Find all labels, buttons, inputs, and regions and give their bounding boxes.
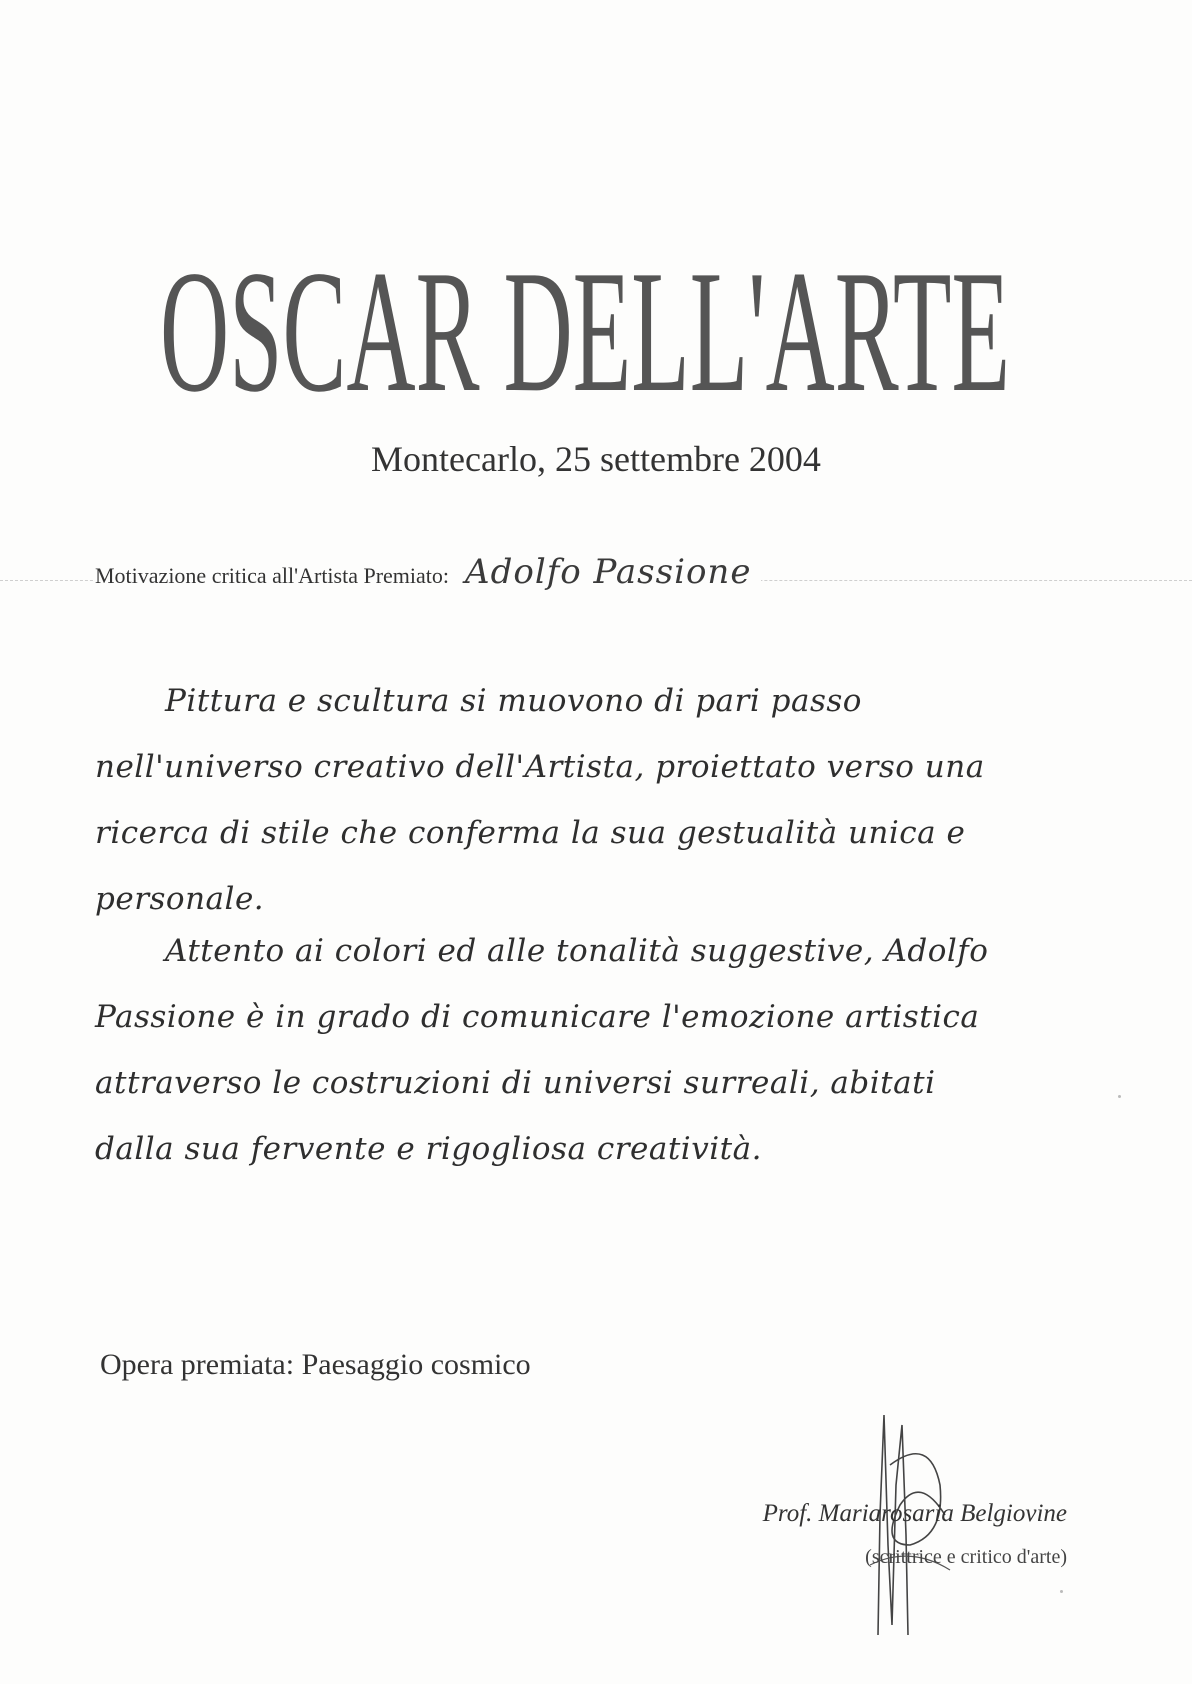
scan-speck	[1060, 1590, 1063, 1593]
artist-name: Adolfo Passione	[465, 552, 752, 592]
motivation-label: Motivazione critica all'Artista Premiato:	[95, 563, 450, 588]
award-work: Opera premiata: Paesaggio cosmico	[100, 1348, 531, 1381]
signer-name: Prof. Mariarosaria Belgiovine	[762, 1500, 1067, 1527]
signer-role: (scrittrice e critico d'arte)	[865, 1546, 1067, 1568]
certificate-title	[150, 130, 1020, 460]
motivation-line	[95, 552, 761, 592]
dateline: Montecarlo, 25 settembre 2004	[371, 439, 821, 479]
paragraph-2: Attento ai colori ed alle tonalità suggestive, Adolfo Passione è in grado di comunicare l'emozione artistica attraverso le costruzioni di universi surreali, abitati dalla sua fervente e rigogliosa creatività.	[95, 933, 989, 1167]
title-text: OSCAR DELL'ARTE	[160, 234, 1010, 428]
scan-speck	[1118, 1095, 1121, 1098]
paragraph-1: Pittura e scultura si muovono di pari passo nell'universo creativo dell'Artista, proiettato verso una ricerca di stile che conferma la sua gestualità unica e personale.	[95, 683, 985, 917]
